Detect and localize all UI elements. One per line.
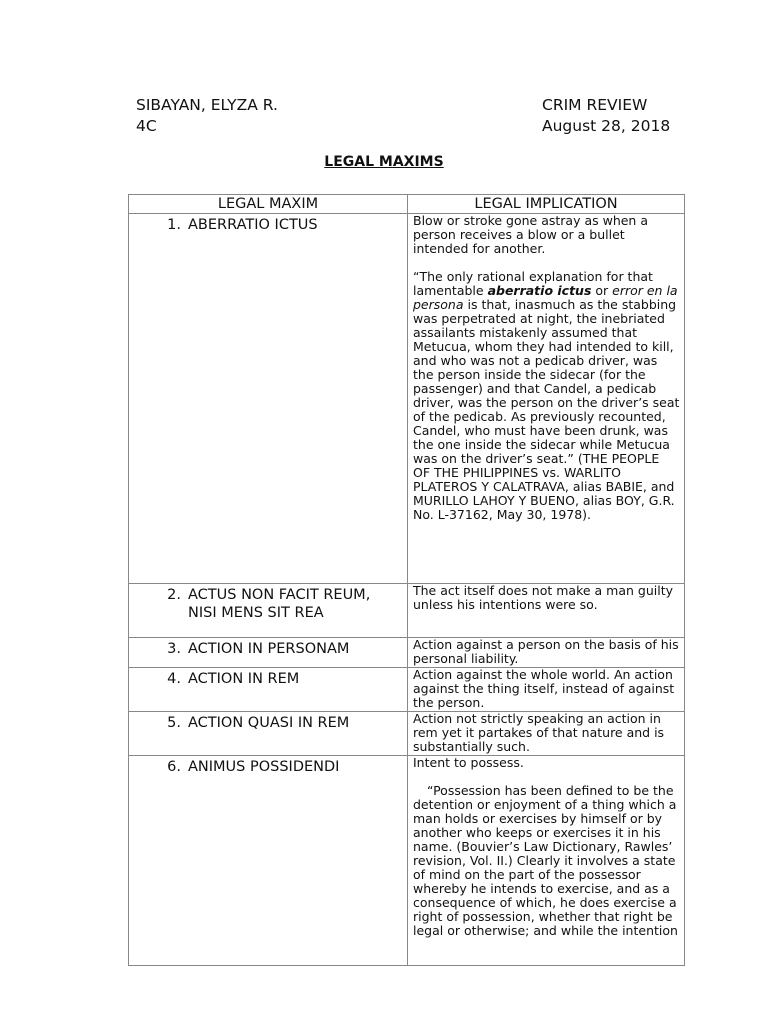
legal-maxims-table <box>128 194 685 966</box>
maxim-name: ACTUS NON FACIT REUM, NISI MENS SIT REA <box>188 587 371 621</box>
maxim-number: 5. <box>167 715 181 731</box>
maxim-number: 4. <box>167 671 181 687</box>
implication-definition: Action not strictly speaking an action in rem yet it partakes of that nature and is substantially such. <box>413 711 665 754</box>
maxim-name: ABERRATIO ICTUS <box>188 217 318 233</box>
implication-definition: The act itself does not make a man guilty unless his intentions were so. <box>413 583 674 612</box>
implication-definition: Blow or stroke gone astray as when a person receives a blow or a bullet intended for another. <box>413 213 648 256</box>
maxim-cell <box>129 756 408 966</box>
student-section: 4C <box>136 117 157 135</box>
maxim-name: ACTION QUASI IN REM <box>188 715 350 731</box>
quote-text: is that, inasmuch as the stabbing was perpetrated at night, the inebriated assailants mistakenly assumed that Metucua, whom they had intended to kill, and who was not a pedicab driver, was the person inside the sidecar (for the passenger) and that Candel, a pedicab driver, was the person on the driver’s seat of the pedicab. As previously recounted, Candel, who must have been drunk, was the one inside the sidecar while Metucua was on the driver’s seat.” (THE PEOPLE OF THE PHILIPPINES vs. WARLITO PLATEROS Y CALATRAVA, alias BABIE, and MURILLO LAHOY Y BUENO, alias BOY, G.R. No. L-37162, May 30, 1978). <box>413 297 680 522</box>
table-header-row <box>129 195 685 214</box>
implication-definition: Action against the whole world. An action against the thing itself, instead of against the person. <box>413 667 675 710</box>
table-row <box>129 584 685 638</box>
page-title: LEGAL MAXIMS <box>324 154 444 170</box>
table-row <box>129 214 685 584</box>
maxim-cell <box>129 638 408 668</box>
maxim-number: 1. <box>167 217 181 233</box>
column-header-implication: LEGAL IMPLICATION <box>408 195 685 214</box>
maxim-number: 6. <box>167 759 181 775</box>
course-info <box>542 95 670 137</box>
table-row <box>129 712 685 756</box>
quote-text: or <box>591 283 613 298</box>
maxim-cell <box>129 712 408 756</box>
quote-emphasis: aberratio ictus <box>487 283 592 298</box>
implication-quote <box>413 270 680 522</box>
course-subject: CRIM REVIEW <box>542 96 648 114</box>
implication-cell <box>408 668 685 712</box>
maxim-number: 3. <box>167 641 181 657</box>
student-name: SIBAYAN, ELYZA R. <box>136 96 278 114</box>
quote-italic: error en la persona <box>413 283 678 312</box>
table-row <box>129 638 685 668</box>
quote-text: “The only rational explanation for that lamentable <box>413 269 653 298</box>
implication-cell <box>408 712 685 756</box>
table-row <box>129 668 685 712</box>
table-row <box>129 756 685 966</box>
implication-cell <box>408 584 685 638</box>
student-info <box>136 95 278 137</box>
maxim-name: ACTION IN REM <box>188 671 300 687</box>
implication-quote: “Possession has been defined to be the detention or enjoyment of a thing which a man holds or exercises by himself or by another who keeps or exercises it in his name. (Bouvier’s Law Dictionary, Rawles’ revision, Vol. II.) Clearly it involves a state of mind on the part of the possessor whereby he intends to exercise, and as a consequence of which, he does exercise a right of possession, whether that right be legal or otherwise; and while the intention <box>413 783 678 938</box>
implication-cell <box>408 638 685 668</box>
implication-definition: Intent to possess. <box>413 755 524 770</box>
maxim-name: ANIMUS POSSIDENDI <box>188 759 340 775</box>
maxim-cell <box>129 584 408 638</box>
implication-cell <box>408 214 685 584</box>
implication-definition: Action against a person on the basis of his personal liability. <box>413 637 679 666</box>
maxim-cell <box>129 214 408 584</box>
implication-cell <box>408 756 685 966</box>
column-header-maxim: LEGAL MAXIM <box>129 195 408 214</box>
maxim-name: ACTION IN PERSONAM <box>188 641 350 657</box>
document-date: August 28, 2018 <box>542 117 671 135</box>
maxim-cell <box>129 668 408 712</box>
maxim-number: 2. <box>167 587 181 603</box>
